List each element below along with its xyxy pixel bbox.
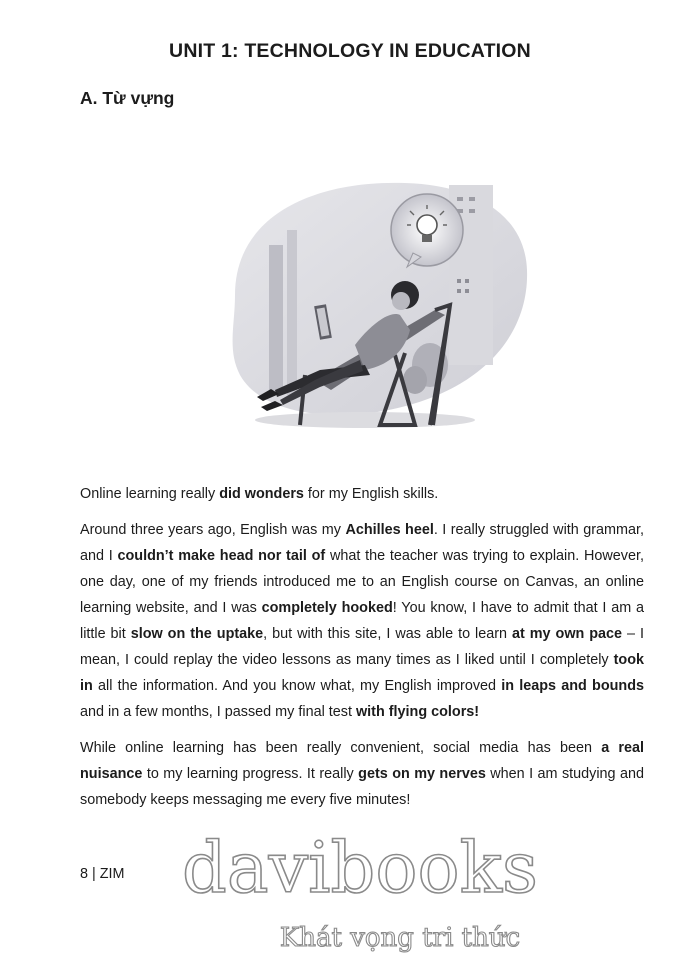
text-run: and in a few months, I passed my final test bbox=[80, 704, 356, 720]
bold-phrase: in leaps and bounds bbox=[501, 678, 645, 694]
bold-phrase: at my own pace bbox=[512, 626, 623, 642]
watermark-tagline: Khát vọng tri thức bbox=[279, 923, 521, 953]
text-run: ! You know, I have to admit that I am a little bit bbox=[80, 600, 644, 642]
watermark-brand: davibooks bbox=[182, 828, 538, 909]
text-run: , but with this site, I was able to learn bbox=[263, 626, 512, 642]
bold-phrase: did wonders bbox=[219, 486, 304, 502]
bold-phrase: couldn’t make head nor tail of bbox=[117, 548, 326, 564]
illustration bbox=[205, 175, 535, 440]
text-run: to my learning progress. It really bbox=[142, 766, 359, 782]
bold-phrase: completely hooked bbox=[261, 600, 393, 616]
text-run: Around three years ago, English was my bbox=[80, 522, 346, 538]
bold-phrase: a real nuisance bbox=[80, 740, 644, 782]
watermark bbox=[150, 828, 570, 958]
paragraph bbox=[80, 517, 644, 725]
bold-phrase: gets on my nerves bbox=[358, 766, 486, 782]
text-run: when I am studying and somebody keeps messaging me every five minutes! bbox=[80, 766, 644, 808]
text-run: for my English skills. bbox=[303, 486, 439, 502]
page-footer: 8 | ZIM bbox=[80, 866, 125, 882]
body-text bbox=[80, 481, 644, 823]
text-run: – I mean, I could replay the video lessons as many times as I liked until I completely bbox=[80, 626, 645, 668]
text-run: all the information. And you know what, my English improved bbox=[92, 678, 502, 694]
bold-phrase: slow on the uptake bbox=[130, 626, 264, 642]
text-run: what the teacher was trying to explain. However, one day, one of my friends introduced me to an English course on Canvas, an online learning website, and I was bbox=[80, 548, 644, 616]
text-run: While online learning has been really convenient, social media has been bbox=[80, 740, 602, 756]
section-heading: A. Từ vựng bbox=[80, 88, 175, 108]
paragraph bbox=[80, 735, 644, 813]
paragraph bbox=[80, 481, 644, 507]
bold-phrase: with flying colors! bbox=[355, 704, 480, 720]
text-run: . I really struggled with grammar, and I bbox=[80, 522, 644, 564]
page-title: UNIT 1: TECHNOLOGY IN EDUCATION bbox=[169, 40, 531, 62]
bold-phrase: took in bbox=[80, 652, 644, 694]
bold-phrase: Achilles heel bbox=[345, 522, 434, 538]
text-run: Online learning really bbox=[80, 486, 220, 502]
